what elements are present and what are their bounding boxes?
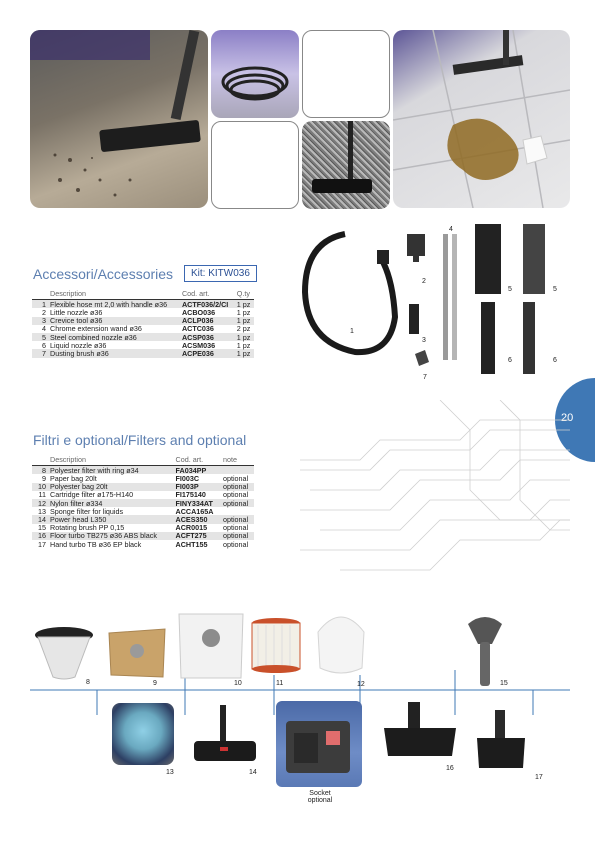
combined-nozzle-icon: [475, 224, 501, 294]
row-num: 3: [32, 317, 48, 325]
product-label-17: 17: [535, 774, 543, 781]
power-head-icon: [190, 705, 260, 767]
row-desc: Little nozzle ø36: [50, 307, 103, 317]
col-num: [32, 456, 48, 466]
row-code: FA034PP: [174, 466, 221, 475]
accessories-illustration: [295, 222, 570, 382]
row-code: ACFT275: [174, 532, 221, 540]
little-nozzle-neck-icon: [413, 250, 419, 262]
callout-5a: 5: [508, 286, 512, 293]
callout-6b: 6: [553, 357, 557, 364]
row-desc: Liquid nozzle ø36: [50, 340, 107, 350]
hose-handle-icon: [377, 250, 389, 264]
row-code: ACSP036: [180, 333, 235, 341]
table-row: [32, 491, 254, 499]
col-qty: Q.ty: [235, 290, 254, 300]
row-note: optional: [222, 473, 249, 483]
product-label-8: 8: [86, 679, 90, 686]
row-code: FI003P: [174, 483, 221, 491]
row-num: 1: [32, 300, 48, 309]
socket-label: [296, 790, 344, 804]
extension-wand-icon: [443, 234, 448, 360]
extension-wand-icon-2: [452, 234, 457, 360]
accessories-table: [32, 290, 254, 358]
cartridge-filter-icon: [250, 617, 302, 675]
row-desc: Paper bag 20lt: [50, 473, 97, 483]
polyester-filter-ring-icon: [33, 625, 95, 683]
row-desc: Hand turbo TB ø36 EP black: [50, 539, 142, 549]
liquid-nozzle-back-icon: [523, 302, 535, 374]
row-code: ACR0015: [175, 523, 208, 533]
carpet-nozzle-illustration: [302, 121, 390, 209]
filters-header-row: [32, 456, 254, 466]
row-desc: Cartridge filter ø175-H140: [50, 490, 134, 500]
row-qty: 1 pz: [235, 300, 254, 309]
row-desc: Dusting brush ø36: [48, 349, 180, 357]
photo-socket: [276, 701, 362, 787]
callout-2: 2: [422, 278, 426, 285]
row-code: ACTF036/2/CI: [180, 300, 235, 309]
row-num: 6: [42, 340, 46, 350]
row-desc: Crevice tool ø36: [48, 317, 180, 325]
row-qty: 1 pz: [235, 333, 254, 341]
row-num: 7: [32, 349, 48, 357]
blank-panel-top: [302, 30, 390, 118]
row-desc: Floor turbo TB275 ø36 ABS black: [48, 532, 174, 540]
paper-bag-icon: [107, 627, 167, 679]
liquid-nozzle-icon: [481, 302, 495, 374]
product-label-10: 10: [234, 680, 242, 687]
row-desc: Rotating brush PP 0,15: [50, 523, 125, 533]
row-qty: 1 pz: [236, 340, 251, 350]
row-qty: 1 pz: [235, 317, 254, 325]
table-row: [32, 349, 254, 357]
photo-sponge-filter: [112, 703, 174, 765]
row-note: optional: [221, 532, 254, 540]
socket-label-line2: optional: [307, 797, 333, 804]
callout-3: 3: [422, 337, 426, 344]
product-label-9: 9: [153, 680, 157, 687]
row-desc: Steel combined nozzle ø36: [48, 333, 180, 341]
row-qty: 1 pz: [235, 349, 254, 357]
row-code: ACES350: [174, 515, 221, 523]
row-code: ACBO036: [181, 307, 216, 317]
row-num: 14: [32, 515, 48, 523]
rotating-brush-icon: [460, 614, 510, 688]
hand-turbo-icon: [473, 710, 529, 770]
row-code: FI175140: [175, 490, 206, 500]
row-num: 11: [38, 490, 46, 500]
row-desc: Nylon filter ø334: [48, 499, 174, 507]
photo-vacuum-dust: [30, 30, 208, 208]
row-desc: Flexible hose mt 2,0 with handle ø36: [48, 300, 180, 309]
decorative-lines: [300, 400, 570, 580]
dusting-brush-icon: [415, 350, 429, 366]
row-desc: Polyester filter with ring ø34: [48, 466, 174, 475]
table-row: [32, 333, 254, 341]
row-num: 4: [42, 324, 46, 334]
row-desc: Chrome extension wand ø36: [50, 324, 142, 334]
photo-hose-coil: [211, 30, 299, 118]
nylon-filter-icon: [312, 608, 370, 676]
col-note: note: [221, 456, 254, 466]
callout-1: 1: [350, 328, 354, 335]
row-num: 5: [32, 333, 48, 341]
row-num: 12: [32, 499, 48, 507]
row-num: 17: [38, 539, 46, 549]
row-desc: Power head L350: [48, 515, 174, 523]
accessories-title: Accessori/Accessories: [33, 266, 174, 282]
product-label-16: 16: [446, 765, 454, 772]
row-code: ACTC036: [181, 324, 214, 334]
row-num: 16: [32, 532, 48, 540]
photo-liquid-spill: [393, 30, 570, 208]
row-note: optional: [221, 483, 254, 491]
col-code: Cod. art.: [174, 456, 221, 466]
row-qty: 2 pz: [236, 324, 251, 334]
row-note: optional: [221, 515, 254, 523]
col-code: Cod. art.: [180, 290, 235, 300]
row-note: optional: [221, 499, 254, 507]
hose-coil-illustration: [211, 30, 299, 118]
row-num: 15: [38, 523, 46, 533]
spill-illustration: [393, 30, 570, 208]
row-qty: 1 pz: [236, 307, 251, 317]
accessories-header-row: [32, 290, 254, 300]
col-description: Description: [48, 456, 174, 466]
product-label-12: 12: [357, 681, 365, 688]
row-note: optional: [222, 490, 249, 500]
product-label-11: 11: [276, 680, 284, 687]
table-row: [32, 540, 254, 548]
page-number: 20: [561, 412, 574, 424]
callout-5b: 5: [553, 286, 557, 293]
row-code: FINY334AT: [174, 499, 221, 507]
photo-carpet-nozzle: [302, 121, 390, 209]
row-code: FI003C: [175, 473, 200, 483]
socket-label-line1: Socket: [309, 790, 331, 797]
vacuum-nozzle-illustration: [30, 30, 208, 208]
row-code: ACLP036: [180, 317, 235, 325]
socket-illustration: [276, 701, 362, 787]
filters-table: [32, 456, 254, 548]
col-description: Description: [48, 290, 180, 300]
col-num: [32, 290, 48, 300]
table-row: [32, 325, 254, 333]
callout-4: 4: [449, 226, 453, 233]
row-num: 8: [32, 466, 48, 475]
filters-title: Filtri e optional/Filters and optional: [33, 432, 247, 448]
kit-code-badge: Kit: KITW036: [184, 265, 257, 282]
product-label-13: 13: [166, 769, 174, 776]
combined-nozzle-back-icon: [523, 224, 545, 294]
row-num: 9: [42, 473, 46, 483]
row-num: 10: [32, 483, 48, 491]
product-label-14: 14: [249, 769, 257, 776]
row-code: ACHT155: [175, 539, 208, 549]
callout-7: 7: [423, 374, 427, 381]
callout-6a: 6: [508, 357, 512, 364]
row-note: optional: [222, 523, 249, 533]
row-desc: Sponge filter for liquids: [50, 506, 124, 516]
row-desc: Polyester bag 20lt: [48, 483, 174, 491]
product-label-15: 15: [500, 680, 508, 687]
row-num: 2: [42, 307, 46, 317]
table-row: [32, 499, 254, 507]
polyester-bag-icon: [177, 612, 245, 680]
row-code: ACSM036: [181, 340, 216, 350]
table-row: [32, 532, 254, 540]
row-code: ACCA165A: [175, 506, 214, 516]
row-num: 13: [38, 506, 46, 516]
row-note: optional: [222, 539, 249, 549]
crevice-tool-icon: [409, 304, 419, 334]
blank-panel-bottom: [211, 121, 299, 209]
row-code: ACPE036: [180, 349, 235, 357]
floor-turbo-icon: [380, 702, 460, 760]
